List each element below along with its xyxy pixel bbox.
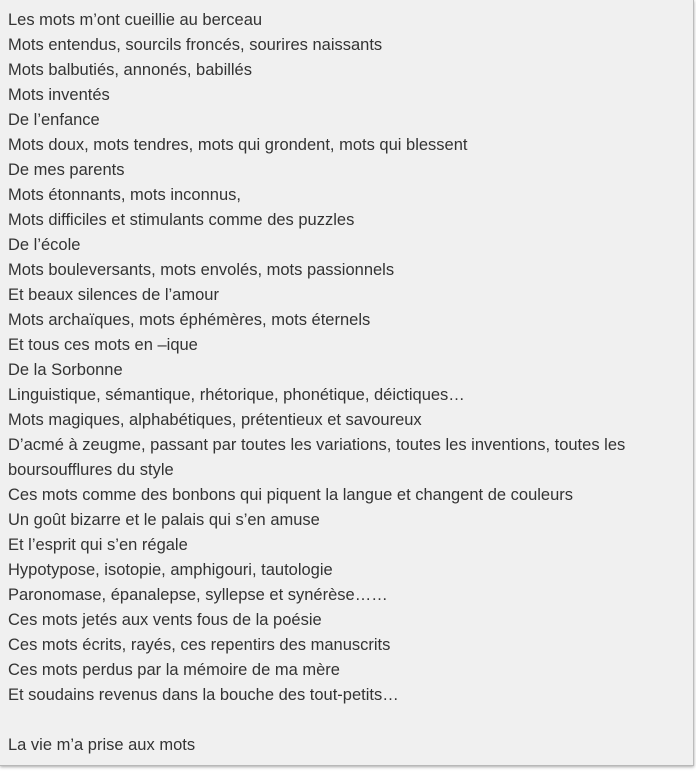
poem-line: Mots étonnants, mots inconnus,	[8, 186, 241, 204]
poem-line: Mots balbutiés, annonés, babillés	[8, 61, 252, 79]
poem-line: Ces mots écrits, rayés, ces repentirs des manuscrits	[8, 636, 391, 654]
poem-line: Mots inventés	[8, 86, 110, 104]
poem-line: Mots entendus, sourcils froncés, sourires naissants	[8, 36, 383, 54]
poem-line: Et tous ces mots en –ique	[8, 336, 198, 354]
poem-line: Ces mots jetés aux vents fous de la poésie	[8, 611, 322, 629]
poem-line: De la Sorbonne	[8, 361, 123, 379]
poem-line: Et soudains revenus dans la bouche des tout-petits…	[8, 686, 399, 704]
poem-line: Ces mots perdus par la mémoire de ma mère	[8, 661, 340, 679]
poem-line: D’acmé à zeugme, passant par toutes les variations, toutes les inventions, toutes les boursoufflures du style	[8, 436, 626, 479]
poem-line: Et beaux silences de l’amour	[8, 286, 219, 304]
stanza-break	[8, 708, 688, 733]
poem-line: Mots difficiles et stimulants comme des puzzles	[8, 211, 355, 229]
poem-line: Ces mots comme des bonbons qui piquent la langue et changent de couleurs	[8, 486, 574, 504]
poem-line: Un goût bizarre et le palais qui s’en amuse	[8, 511, 320, 529]
poem-line: Paronomase, épanalepse, syllepse et synérèse……	[8, 586, 388, 604]
poem-line: Mots archaïques, mots éphémères, mots éternels	[8, 311, 371, 329]
poem-line: Et l’esprit qui s’en régale	[8, 536, 188, 554]
poem-line: Linguistique, sémantique, rhétorique, phonétique, déictiques…	[8, 386, 465, 404]
poem-line: Mots doux, mots tendres, mots qui grondent, mots qui blessent	[8, 136, 468, 154]
poem-line: Hypotypose, isotopie, amphigouri, tautologie	[8, 561, 333, 579]
poem-line: Mots magiques, alphabétiques, prétentieux et savoureux	[8, 411, 422, 429]
poem-line: De l’école	[8, 236, 81, 254]
poem-line: De mes parents	[8, 161, 125, 179]
poem-line: Les mots m’ont cueillie au berceau	[8, 11, 263, 29]
poem-text	[8, 8, 688, 758]
poem-line: De l’enfance	[8, 111, 100, 129]
poem-closing-line: La vie m’a prise aux mots	[8, 736, 196, 754]
poem-line: Mots bouleversants, mots envolés, mots passionnels	[8, 261, 395, 279]
